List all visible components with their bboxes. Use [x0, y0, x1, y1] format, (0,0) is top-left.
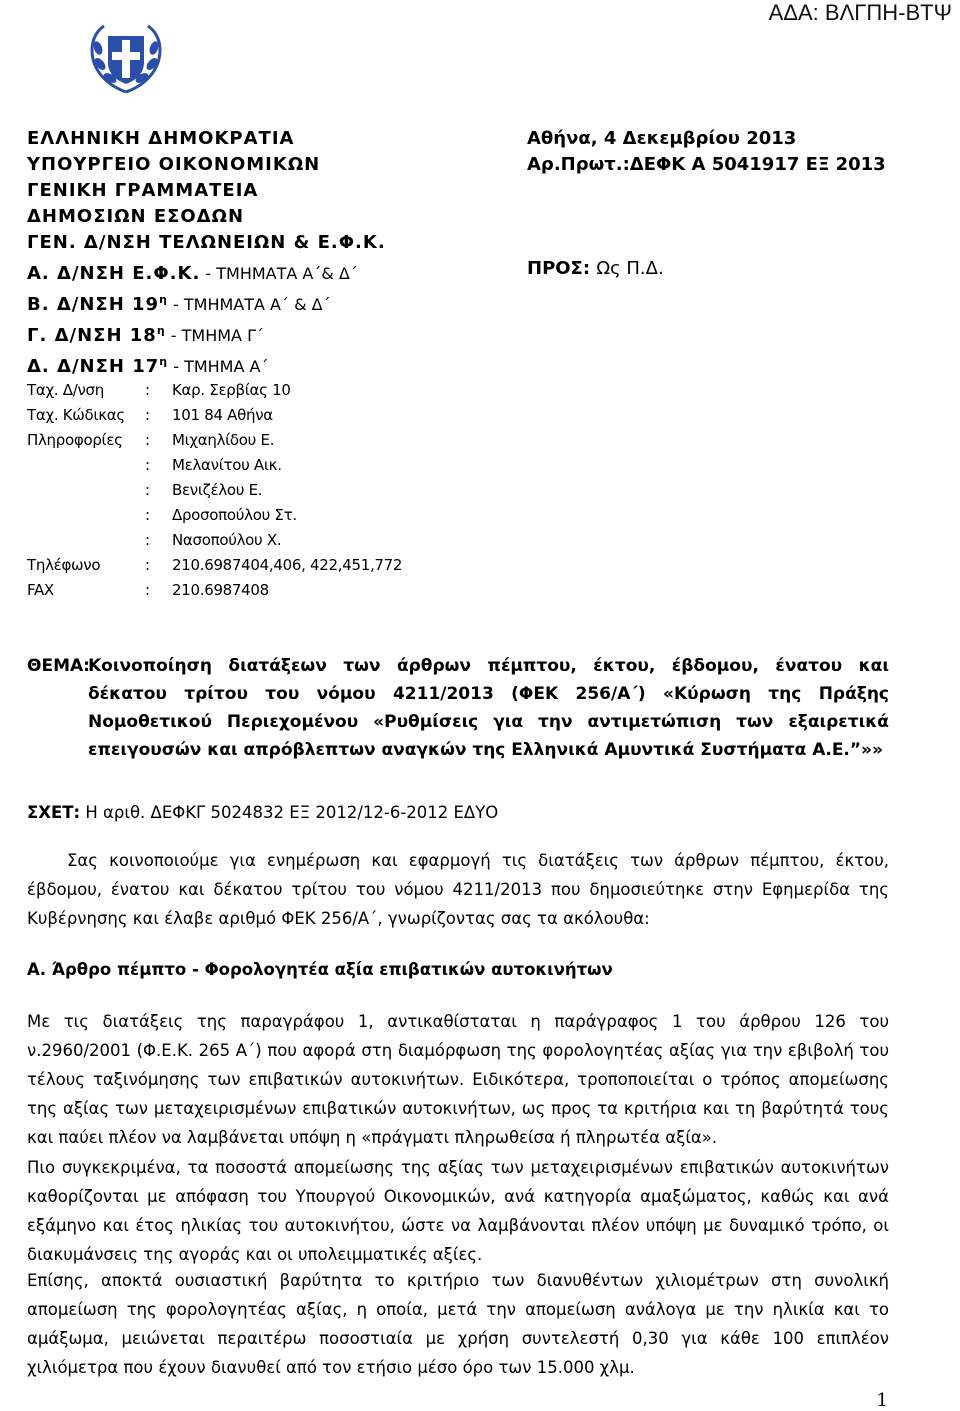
subject-label: ΘΕΜΑ:	[27, 656, 90, 676]
recipient-line	[527, 256, 664, 282]
body-paragraph: Με τις διατάξεις της παραγράφου 1, αντικαθίσταται η παράγραφος 1 του άρθρου 126 του ν.2960/2001 (Φ.Ε.Κ. 265 Α΄) που αφορά στη διαμόρφωση της φορολογητέας αξίας για την εβιβολή του τέλους ταξινόμησης των επιβατικών αυτοκινήτων. Ειδικότερα, τροποποιείται ο τρόπος απομείωσης της αξίας των μεταχειρισμένων επιβατικών αυτοκινήτων, ως προς τα κριτήρια και τη βαρύτητά τους και παύει πλέον να λαμβάνεται υπόψη η «πράγματι πληρωθείσα ή πληρωτέα αξία».	[27, 1012, 889, 1147]
division-line: Γ. Δ/ΝΣΗ $18^\eta$ - ΤΜΗΜΑ Γ΄	[27, 324, 264, 346]
protocol-number: Αρ.Πρωτ.:ΔΕΦΚ Α 5041917 ΕΞ 2013	[527, 154, 886, 175]
recipient-value: Ως Π.Δ.	[596, 258, 664, 279]
header-left-block	[27, 126, 386, 380]
contact-block: Ταχ. Δ/νση : Καρ. Σερβίας 10 Ταχ. Κώδικας : 101 84 Αθήνα Πληροφορίες : Μιχαηλίδου Ε. : Μελανίτου Αικ. : Βενιζέλου Ε. : Δροσοπούλου Στ. : Νασοπούλου Χ. Τηλέφωνο : 210.6987404,406, 422,451,772 FAX : 210.6987408	[27, 381, 403, 599]
division-line: Β. Δ/ΝΣΗ $19^\eta$ - ΤΜΗΜΑΤΑ Α΄ & Δ΄	[27, 293, 331, 315]
header-line: ΔΗΜΟΣΙΩΝ ΕΣΟΔΩΝ	[27, 206, 245, 227]
subject-text: Κοινοποίηση διατάξεων των άρθρων πέμπτου, έκτου, έβδομου, ένατου και δέκατου τρίτου του νόμου 4211/2013 (ΦΕΚ 256/Α΄) «Κύρωση της Πράξης Νομοθετικού Περιεχομένου «Ρυθμίσεις για την αντιμετώπιση των εξαιρετικά επειγουσών και απρόβλεπτων αναγκών της Ελληνικά Αμυντικά Συστήματα Α.Ε.”»»	[88, 656, 889, 760]
intro-paragraph: Σας κοινοποιούμε για ενημέρωση και εφαρμογή τις διατάξεις των άρθρων πέμπτου, έκτου, έβδομου, ένατου και δέκατου τρίτου του νόμου 4211/2013 που δημοσιεύτηκε στην Εφημερίδα της Κυβέρνησης και έλαβε αριθμό ΦΕΚ 256/Α΄, γνωρίζοντας σας τα ακόλουθα:	[27, 851, 889, 928]
reference-line	[27, 798, 889, 827]
division-line: Δ. Δ/ΝΣΗ $17^\eta$ - ΤΜΗΜΑ Α΄	[27, 355, 269, 377]
page-number: 1	[876, 1390, 888, 1411]
greek-emblem-icon	[86, 18, 166, 98]
header-line: ΕΛΛΗΝΙΚΗ ΔΗΜΟΚΡΑΤΙΑ	[27, 128, 295, 149]
header-line: ΓΕΝ. Δ/ΝΣΗ ΤΕΛΩΝΕΙΩΝ & Ε.Φ.Κ.	[27, 232, 386, 253]
subject-block	[27, 652, 889, 764]
body-paragraph: Πιο συγκεκριμένα, τα ποσοστά απομείωσης της αξίας των μεταχειρισμένων επιβατικών αυτοκινήτων καθορίζονται με απόφαση του Υπουργού Οικονομικών, ανά κατηγορία αμαξώματος, καθώς και ανά εξάμηνο και έτος ηλικίας του αυτοκινήτου, ώστε να λαμβάνονται πλέον υπόψη με δυναμικό τρόπο, οι διακυμάνσεις της αγοράς και οι υπολειμματικές αξίες.	[27, 1158, 889, 1264]
ada-code: ΑΔΑ: ΒΛΓΠΗ-ΒΤΨ	[768, 0, 952, 25]
recipient-label: ΠΡΟΣ:	[527, 258, 591, 279]
section-title: Α. Άρθρο πέμπτο - Φορολογητέα αξία επιβατικών αυτοκινήτων	[27, 960, 613, 979]
division-line: Α. Δ/ΝΣΗ Ε.Φ.Κ. - ΤΜΗΜΑΤΑ Α΄& Δ΄	[27, 263, 358, 284]
body-paragraph: Επίσης, αποκτά ουσιαστική βαρύτητα το κριτήριο των διανυθέντων χιλιομέτρων στη συνολική απομείωση της φορολογητέας αξίας, η οποία, μετά την απομείωση ανάλογα με την ηλικία και το αμάξωμα, μειώνεται περαιτέρω ποσοστιαία με χρήση συντελεστή 0,30 για κάθε 100 επιπλέον χιλιόμετρα που έχουν διανυθεί από τον ετήσιο μέσο όρο των 15.000 χλμ.	[27, 1271, 889, 1377]
date-line: Αθήνα, 4 Δεκεμβρίου 2013	[527, 128, 797, 149]
header-line: ΓΕΝΙΚΗ ΓΡΑΜΜΑΤΕΙΑ	[27, 180, 259, 201]
reference-label: ΣΧΕΤ:	[27, 803, 81, 822]
header-line: ΥΠΟΥΡΓΕΙΟ ΟΙΚΟΝΟΜΙΚΩΝ	[27, 154, 321, 175]
reference-text: Η αριθ. ΔΕΦΚΓ 5024832 ΕΞ 2012/12-6-2012 ΕΔΥΟ	[80, 803, 499, 822]
